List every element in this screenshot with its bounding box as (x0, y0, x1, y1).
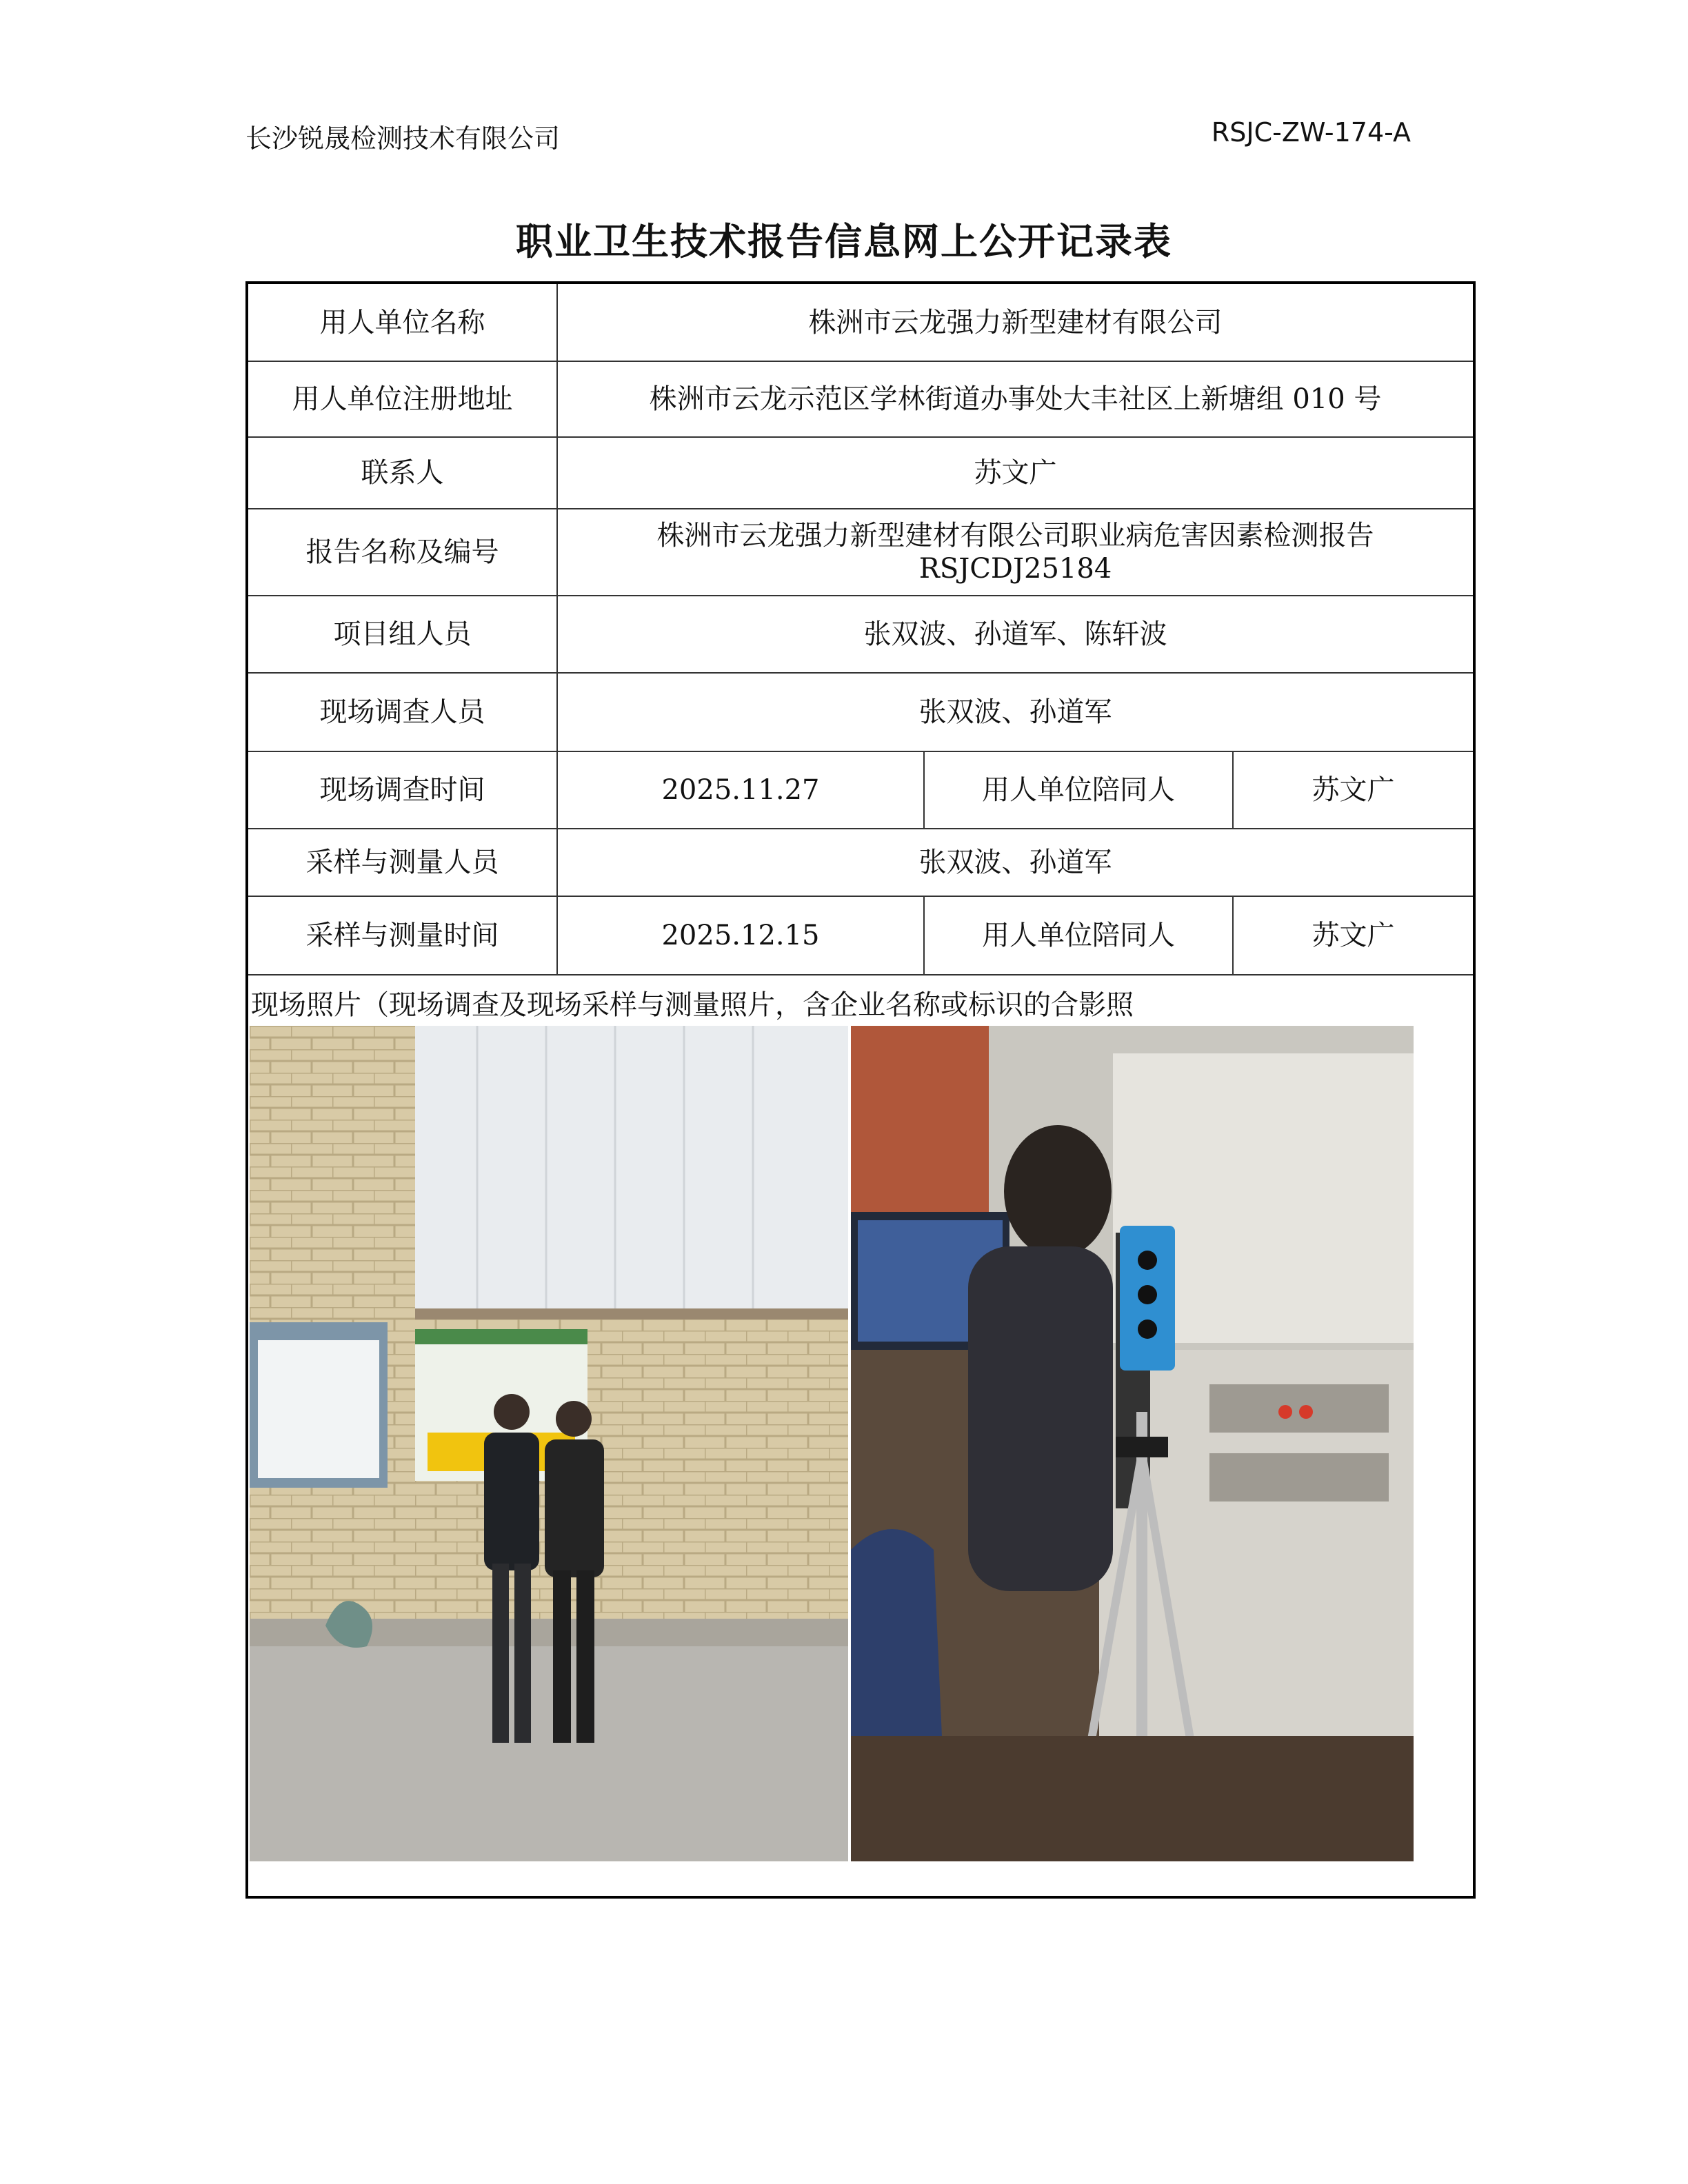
value-survey-escort: 苏文广 (1233, 751, 1473, 829)
label-survey-staff: 现场调查人员 (248, 673, 557, 751)
value-report: 株洲市云龙强力新型建材有限公司职业病危害因素检测报告 RSJCDJ25184 (557, 509, 1473, 596)
site-photo-sampling (851, 1026, 1414, 1861)
value-contact: 苏文广 (557, 437, 1473, 509)
value-survey-staff: 张双波、孙道军 (557, 673, 1473, 751)
header-company: 长沙锐晟检测技术有限公司 (245, 123, 561, 154)
label-address: 用人单位注册地址 (248, 361, 557, 437)
info-table (248, 284, 1473, 975)
label-survey-time: 现场调查时间 (248, 751, 557, 829)
value-team: 张双波、孙道军、陈轩波 (557, 596, 1473, 673)
row-address (248, 361, 1473, 437)
row-sampling-time (248, 896, 1473, 975)
row-team (248, 596, 1473, 673)
label-survey-escort: 用人单位陪同人 (924, 751, 1233, 829)
record-form (245, 281, 1476, 1899)
row-contact (248, 437, 1473, 509)
row-unit-name (248, 284, 1473, 361)
row-survey-time (248, 751, 1473, 829)
label-unit-name: 用人单位名称 (248, 284, 557, 361)
label-team: 项目组人员 (248, 596, 557, 673)
label-sampling-time: 采样与测量时间 (248, 896, 557, 975)
row-survey-staff (248, 673, 1473, 751)
label-contact: 联系人 (248, 437, 557, 509)
header-doc-code: RSJC-ZW-174-A (1211, 117, 1411, 148)
value-sampling-escort: 苏文广 (1233, 896, 1473, 975)
value-sampling-staff: 张双波、孙道军 (557, 829, 1473, 896)
label-sampling-escort: 用人单位陪同人 (924, 896, 1233, 975)
label-sampling-staff: 采样与测量人员 (248, 829, 557, 896)
site-photo-group (250, 1026, 848, 1861)
value-unit-name: 株洲市云龙强力新型建材有限公司 (557, 284, 1473, 361)
row-sampling-staff (248, 829, 1473, 896)
page-title: 职业卫生技术报告信息网上公开记录表 (516, 220, 1172, 263)
value-address: 株洲市云龙示范区学林街道办事处大丰社区上新塘组 010 号 (557, 361, 1473, 437)
label-report: 报告名称及编号 (248, 509, 557, 596)
row-report (248, 509, 1473, 596)
photos-label: 现场照片（现场调查及现场采样与测量照片，含企业名称或标识的合影照 (251, 989, 1134, 1021)
value-sampling-time: 2025.12.15 (557, 896, 924, 975)
value-survey-time: 2025.11.27 (557, 751, 924, 829)
